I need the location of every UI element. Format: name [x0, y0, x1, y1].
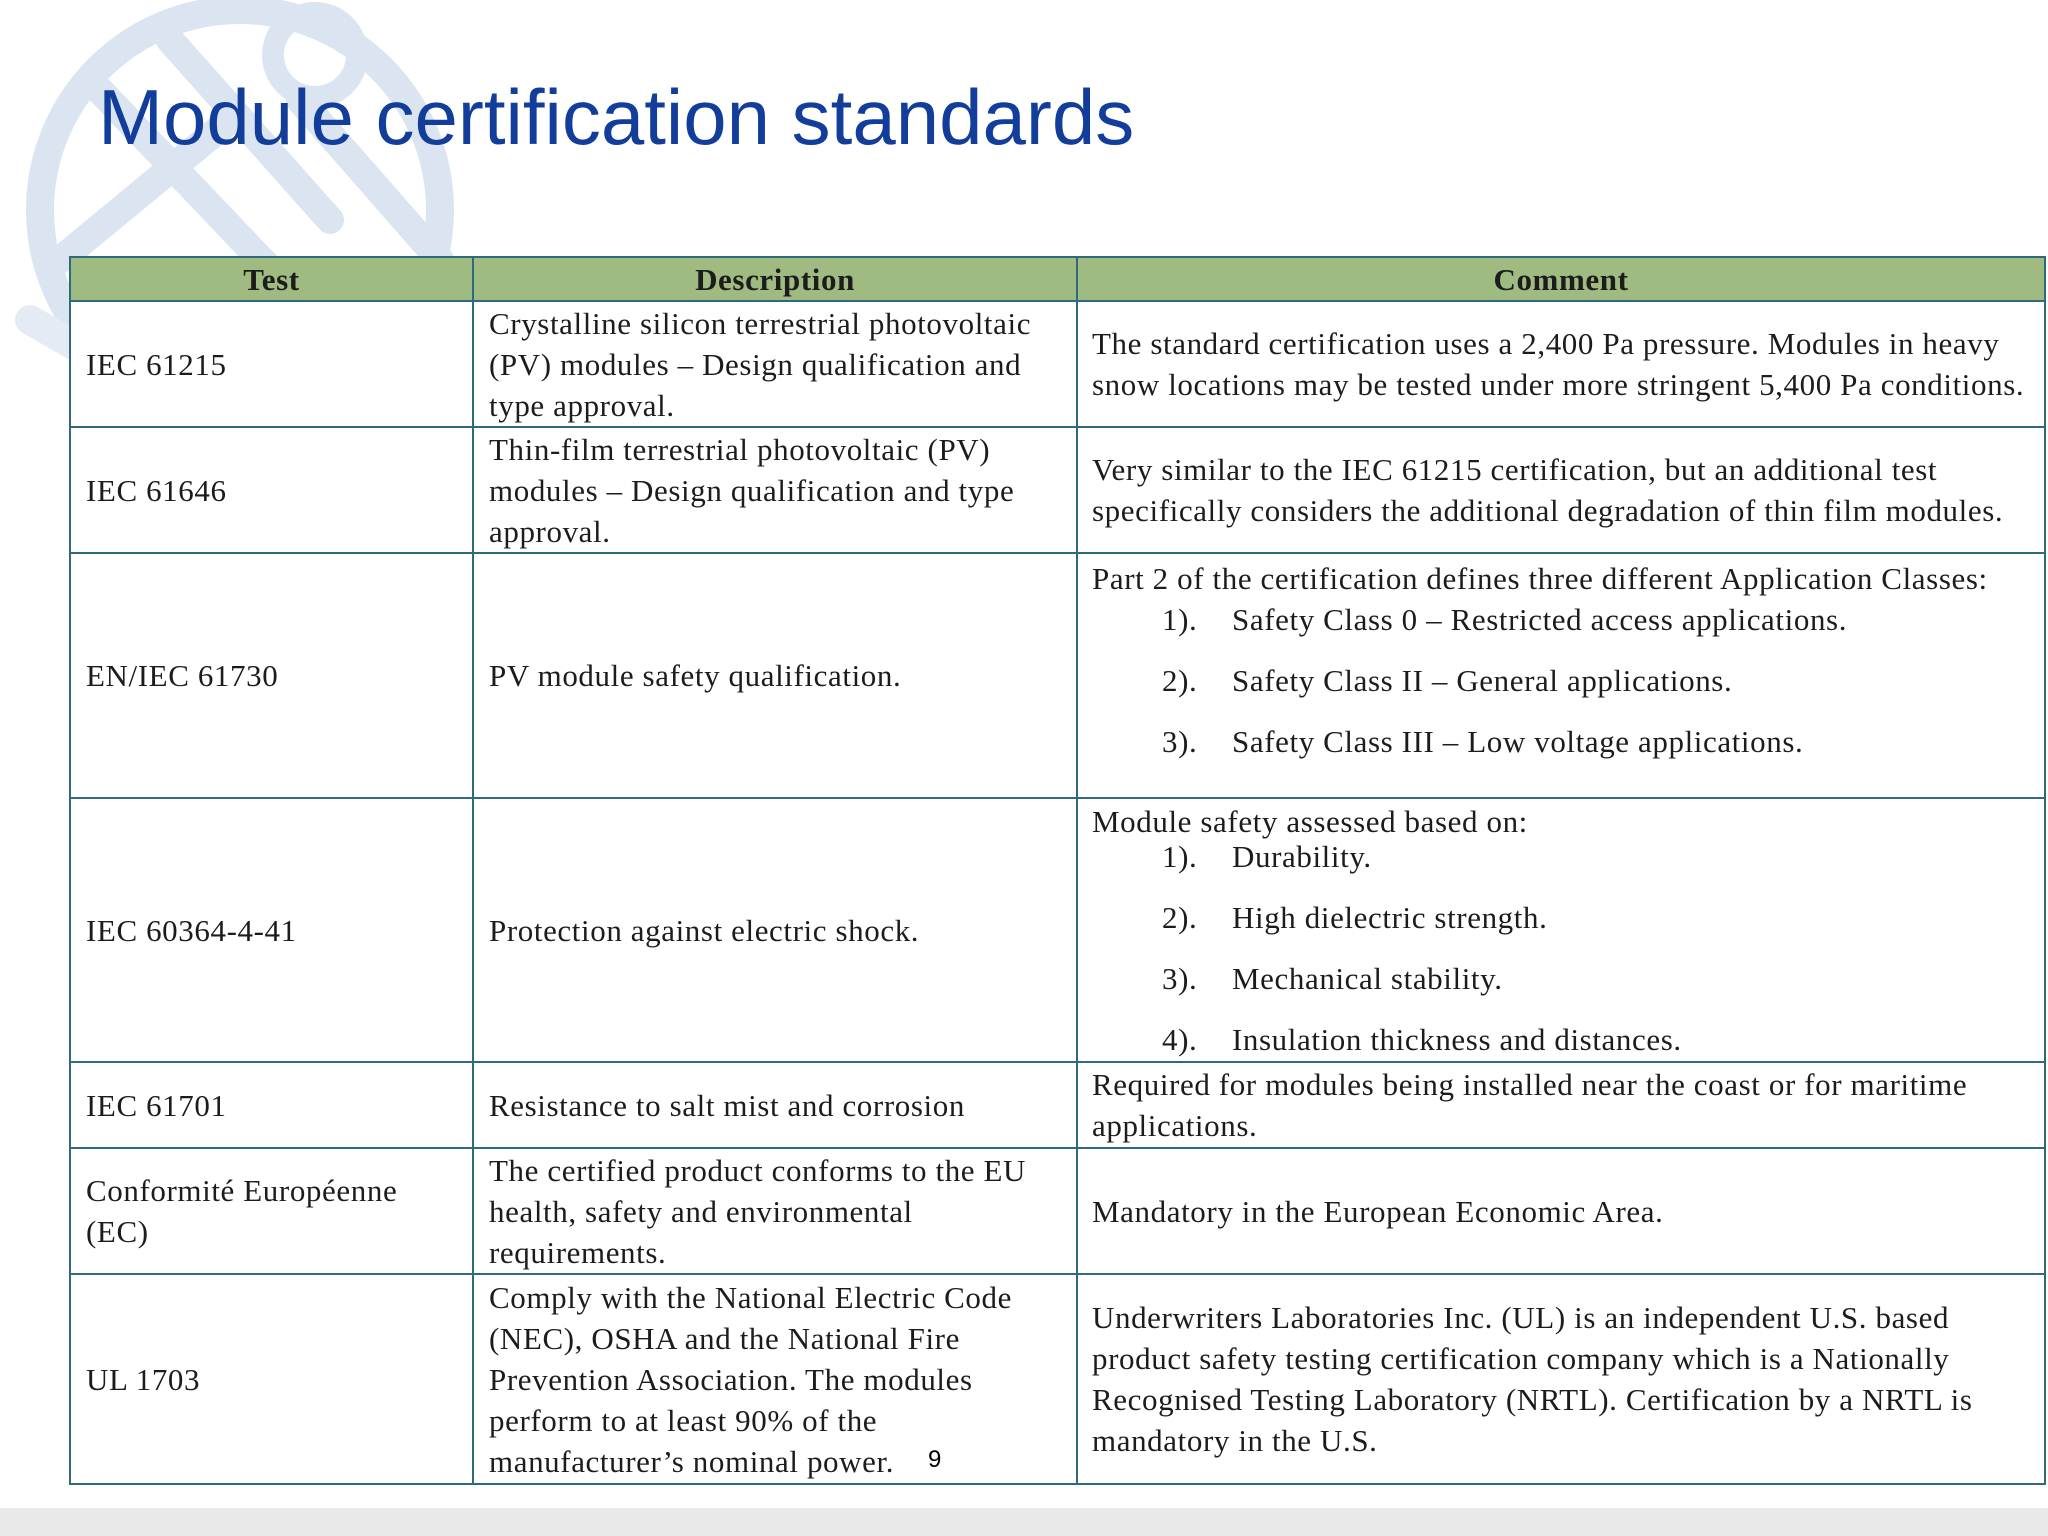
list-item-text: Safety Class 0 – Restricted access applications. — [1232, 602, 1848, 637]
description-cell: Crystalline silicon terrestrial photovoltaic (PV) modules – Design qualification and type approval. — [473, 301, 1077, 427]
list-item-number: 2). — [1162, 900, 1198, 935]
description-cell: Protection against electric shock. — [473, 798, 1077, 1062]
test-cell: Conformité Européenne (EC) — [70, 1148, 473, 1274]
comment-cell: Mandatory in the European Economic Area. — [1077, 1148, 2045, 1274]
test-cell: UL 1703 — [70, 1274, 473, 1484]
test-cell: IEC 61215 — [70, 301, 473, 427]
slide-title: Module certification standards — [98, 73, 1135, 161]
comment-cell: Very similar to the IEC 61215 certification, but an additional test specifically considers the additional degradation of thin film modules. — [1077, 427, 2045, 553]
list-item-text: Durability. — [1232, 839, 1372, 874]
table-row — [70, 1148, 2045, 1274]
comment-intro: Module safety assessed based on: — [1092, 804, 1528, 839]
table-row — [70, 427, 2045, 553]
table-row — [70, 301, 2045, 427]
certification-table — [69, 256, 2046, 1485]
test-cell: EN/IEC 61730 — [70, 553, 473, 798]
slide-bottom-strip — [0, 1508, 2048, 1536]
description-cell: The certified product conforms to the EU health, safety and environmental requirements. — [473, 1148, 1077, 1274]
table-row — [70, 798, 2045, 1062]
list-item-number: 3). — [1162, 961, 1198, 996]
description-cell: PV module safety qualification. — [473, 553, 1077, 798]
application-class-list — [1092, 599, 2030, 762]
table-header-row — [70, 257, 2045, 301]
test-cell: IEC 61646 — [70, 427, 473, 553]
comment-cell: Underwriters Laboratories Inc. (UL) is an independent U.S. based product safety testing certification company which is a Nationally Recognised Testing Laboratory (NRTL). Certification by a NRTL is mandatory in the U.S. — [1077, 1274, 2045, 1484]
description-cell: Thin-film terrestrial photovoltaic (PV) modules – Design qualification and type approval. — [473, 427, 1077, 553]
table-row — [70, 1062, 2045, 1148]
test-cell: IEC 61701 — [70, 1062, 473, 1148]
list-item-number: 4). — [1162, 1022, 1198, 1057]
header-test: Test — [70, 257, 473, 301]
page-number: 9 — [928, 1446, 942, 1473]
list-item-text: Mechanical stability. — [1232, 961, 1503, 996]
table-row — [70, 553, 2045, 798]
list-item-number: 1). — [1162, 839, 1198, 874]
safety-criteria-list — [1092, 836, 2030, 1060]
description-cell: Comply with the National Electric Code (NEC), OSHA and the National Fire Prevention Association. The modules perform to at least 90% of the manufacturer’s nominal power. — [473, 1274, 1077, 1484]
list-item — [1092, 897, 2030, 938]
list-item-number: 2). — [1162, 663, 1198, 698]
header-comment: Comment — [1077, 257, 2045, 301]
list-item — [1092, 721, 2030, 762]
description-cell: Resistance to salt mist and corrosion — [473, 1062, 1077, 1148]
comment-cell — [1077, 553, 2045, 798]
list-item-text: Safety Class III – Low voltage applications. — [1232, 724, 1804, 759]
comment-cell — [1077, 798, 2045, 1062]
list-item — [1092, 836, 2030, 877]
header-description: Description — [473, 257, 1077, 301]
list-item-text: High dielectric strength. — [1232, 900, 1548, 935]
comment-cell: The standard certification uses a 2,400 Pa pressure. Modules in heavy snow locations may be tested under more stringent 5,400 Pa conditions. — [1077, 301, 2045, 427]
test-cell: IEC 60364-4-41 — [70, 798, 473, 1062]
list-item — [1092, 599, 2030, 640]
list-item-number: 1). — [1162, 602, 1198, 637]
comment-cell: Required for modules being installed near the coast or for maritime applications. — [1077, 1062, 2045, 1148]
table-row — [70, 1274, 2045, 1484]
list-item-text: Safety Class II – General applications. — [1232, 663, 1733, 698]
list-item — [1092, 958, 2030, 999]
comment-intro: Part 2 of the certification defines three different Application Classes: — [1092, 561, 1988, 596]
list-item — [1092, 1019, 2030, 1060]
list-item-text: Insulation thickness and distances. — [1232, 1022, 1682, 1057]
list-item-number: 3). — [1162, 724, 1198, 759]
list-item — [1092, 660, 2030, 701]
